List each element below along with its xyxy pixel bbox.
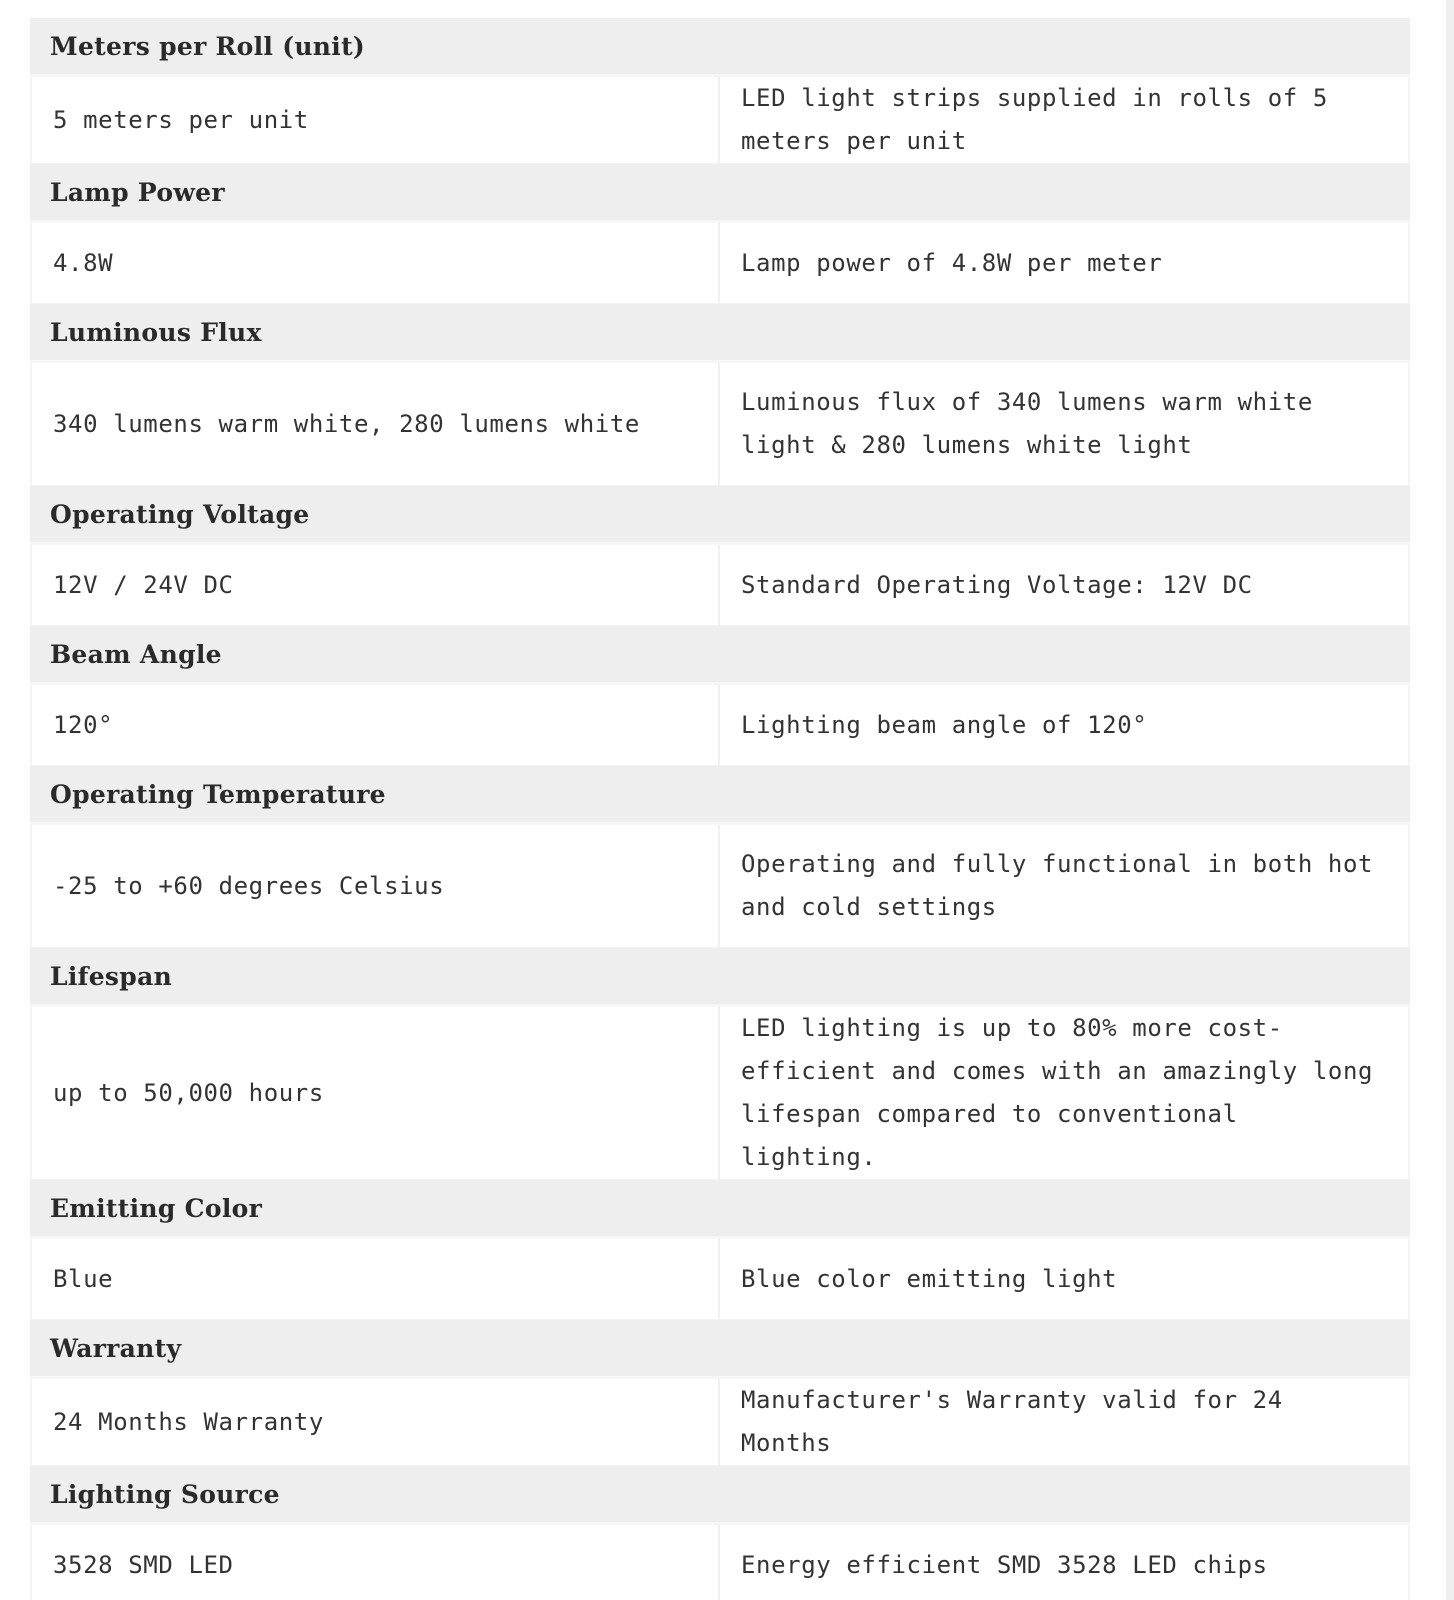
spec-value-row <box>30 77 1410 164</box>
spec-description: Luminous flux of 340 lumens warm white light & 280 lumens white light <box>720 363 1410 486</box>
spec-heading: Luminous Flux <box>30 304 1410 363</box>
spec-value-row <box>30 545 1410 626</box>
spec-value: 3528 SMD LED <box>30 1525 720 1600</box>
spec-heading: Operating Temperature <box>30 766 1410 825</box>
spec-heading-row <box>30 304 1410 363</box>
spec-value: 340 lumens warm white, 280 lumens white <box>30 363 720 486</box>
spec-heading-row <box>30 626 1410 685</box>
spec-description: Operating and fully functional in both hot and cold settings <box>720 825 1410 948</box>
spec-heading: Beam Angle <box>30 626 1410 685</box>
spec-heading: Lamp Power <box>30 164 1410 223</box>
spec-value-row <box>30 825 1410 948</box>
spec-value: 12V / 24V DC <box>30 545 720 626</box>
spec-value-row <box>30 363 1410 486</box>
spec-heading-row <box>30 766 1410 825</box>
spec-value: 120° <box>30 685 720 766</box>
spec-heading: Operating Voltage <box>30 486 1410 545</box>
spec-heading-row <box>30 1180 1410 1239</box>
spec-value-row <box>30 1379 1410 1466</box>
spec-heading: Emitting Color <box>30 1180 1410 1239</box>
spec-value: -25 to +60 degrees Celsius <box>30 825 720 948</box>
spec-heading: Warranty <box>30 1320 1410 1379</box>
spec-description: Manufacturer's Warranty valid for 24 Months <box>720 1379 1410 1466</box>
spec-value: up to 50,000 hours <box>30 1007 720 1180</box>
spec-heading-row <box>30 1466 1410 1525</box>
spec-value-row <box>30 1007 1410 1180</box>
spec-value: 24 Months Warranty <box>30 1379 720 1466</box>
spec-table <box>30 18 1410 1600</box>
spec-heading-row <box>30 948 1410 1007</box>
spec-value: Blue <box>30 1239 720 1320</box>
spec-description: Standard Operating Voltage: 12V DC <box>720 545 1410 626</box>
spec-heading-row <box>30 18 1410 77</box>
spec-heading-row <box>30 164 1410 223</box>
spec-description: Energy efficient SMD 3528 LED chips <box>720 1525 1410 1600</box>
spec-heading-row <box>30 1320 1410 1379</box>
spec-description: Lamp power of 4.8W per meter <box>720 223 1410 304</box>
spec-value-row <box>30 685 1410 766</box>
spec-heading: Meters per Roll (unit) <box>30 18 1410 77</box>
spec-description: LED light strips supplied in rolls of 5 meters per unit <box>720 77 1410 164</box>
spec-value: 5 meters per unit <box>30 77 720 164</box>
spec-heading: Lighting Source <box>30 1466 1410 1525</box>
spec-description: LED lighting is up to 80% more cost-efficient and comes with an amazingly long lifespan compared to conventional lighting. <box>720 1007 1410 1180</box>
page-edge-divider <box>1446 0 1454 1600</box>
spec-value-row <box>30 1525 1410 1600</box>
spec-heading: Lifespan <box>30 948 1410 1007</box>
spec-description: Blue color emitting light <box>720 1239 1410 1320</box>
spec-heading-row <box>30 486 1410 545</box>
spec-description: Lighting beam angle of 120° <box>720 685 1410 766</box>
spec-value-row <box>30 223 1410 304</box>
spec-value: 4.8W <box>30 223 720 304</box>
spec-value-row <box>30 1239 1410 1320</box>
